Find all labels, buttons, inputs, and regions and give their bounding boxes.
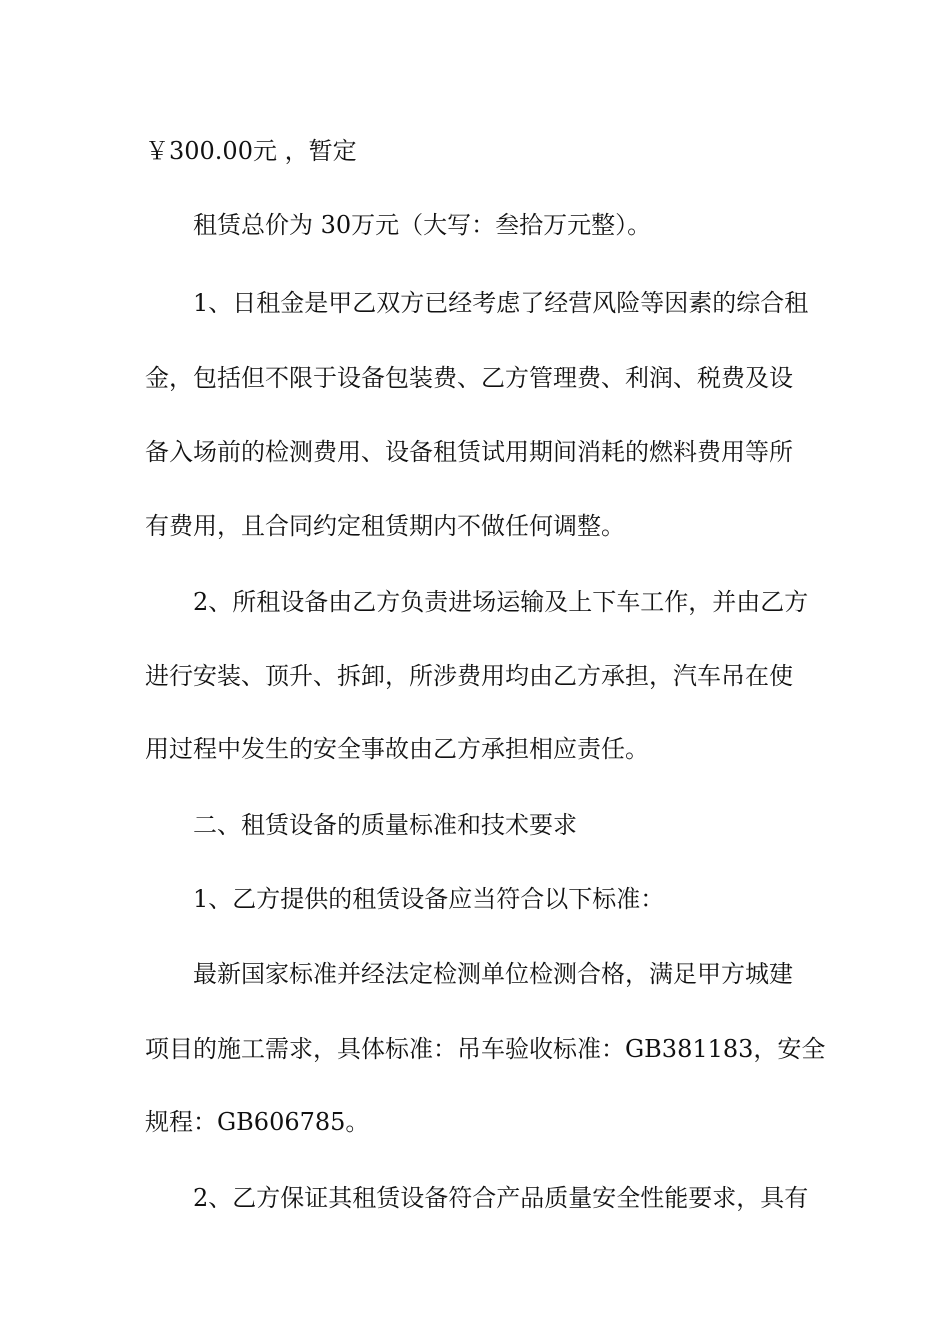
text-line-5: 备入场前的检测费用、设备租赁试用期间消耗的燃料费用等所	[145, 438, 793, 466]
text-line-2: 租赁总价为 30万元（大写：叁拾万元整）。	[193, 211, 652, 239]
text-line-8: 进行安装、顶升、拆卸，所涉费用均由乙方承担，汽车吊在使	[145, 662, 793, 690]
text-line-3: 1、日租金是甲乙双方已经考虑了经营风险等因素的综合租	[193, 289, 809, 317]
text-line-12: 最新国家标准并经法定检测单位检测合格，满足甲方城建	[193, 960, 793, 988]
text-line-14: 规程：GB606785。	[145, 1108, 370, 1136]
text-line-10: 二、租赁设备的质量标准和技术要求	[193, 811, 577, 839]
text-line-13: 项目的施工需求，具体标准：吊车验收标准：GB381183，安全	[145, 1035, 826, 1063]
text-line-4: 金，包括但不限于设备包装费、乙方管理费、利润、税费及设	[145, 364, 793, 392]
text-line-6: 有费用，且合同约定租赁期内不做任何调整。	[145, 512, 625, 540]
text-line-11: 1、乙方提供的租赁设备应当符合以下标准：	[193, 885, 665, 913]
text-line-1: ￥300.00元 ，暂定	[145, 137, 357, 165]
text-line-15: 2、乙方保证其租赁设备符合产品质量安全性能要求，具有	[193, 1184, 809, 1212]
text-line-7: 2、所租设备由乙方负责进场运输及上下车工作，并由乙方	[193, 588, 809, 616]
text-line-9: 用过程中发生的安全事故由乙方承担相应责任。	[145, 735, 649, 763]
